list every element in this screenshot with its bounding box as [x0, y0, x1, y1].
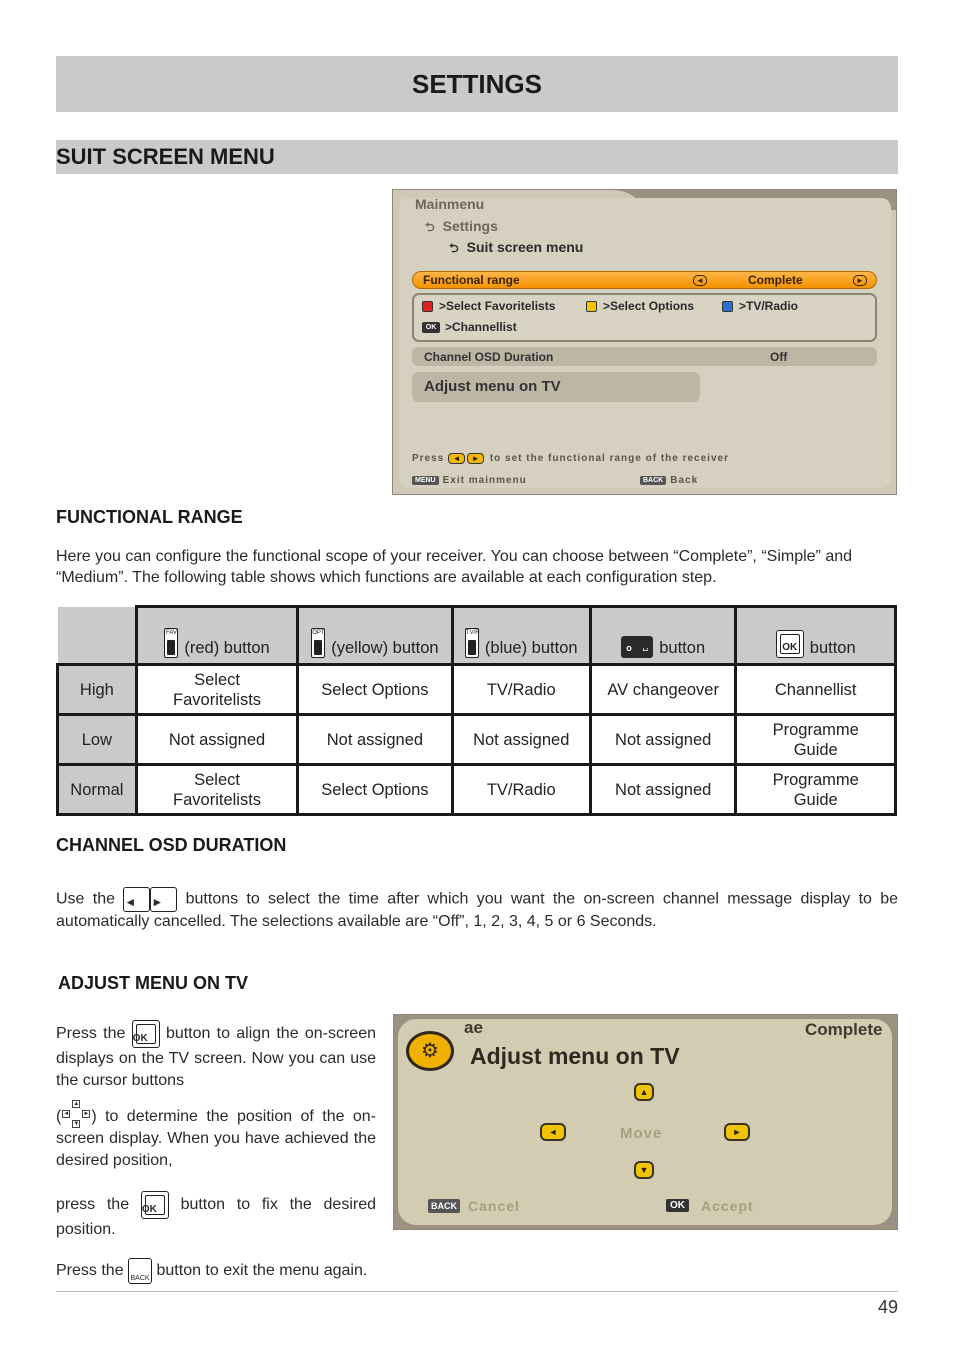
- cursor-keys-icon: ▲ ◄ ► ▼: [63, 1101, 90, 1127]
- tvr-key-icon: TV/R: [465, 628, 479, 658]
- table-cell: Not assigned: [452, 715, 590, 765]
- table-cell: Not assigned: [590, 715, 736, 765]
- table-row: [58, 665, 896, 715]
- right-arrow-icon: ►: [724, 1123, 750, 1141]
- table-cell: Channellist: [736, 665, 896, 715]
- page-title: SETTINGS: [411, 68, 542, 99]
- av-key-icon: o ␣: [621, 636, 653, 658]
- functional-range-text: Here you can configure the functional scope of your receiver. You can choose between “Complete”, “Simple” and “Medium”. The following table shows which functions are available at each configuration step.: [56, 548, 853, 586]
- table-cell: Not assigned: [590, 765, 736, 815]
- right-arrow-key-icon: ►: [150, 887, 177, 912]
- fav-key-icon: FAV: [164, 628, 178, 658]
- table-cell: TV/Radio: [452, 765, 590, 815]
- header-av-button: o ␣ button: [590, 607, 736, 665]
- functional-range-heading: FUNCTIONAL RANGE: [56, 507, 243, 527]
- option-select-options: >Select Options: [603, 299, 695, 313]
- ok-key-icon: OK: [422, 322, 440, 333]
- left-arrow-icon: ◄: [540, 1123, 566, 1141]
- functional-range-label: Functional range: [423, 273, 520, 287]
- header-yellow-button: OPT (yellow) button: [298, 607, 452, 665]
- left-arrow-key-icon: ◄: [123, 887, 150, 912]
- back-key-icon: BACK: [428, 1199, 460, 1213]
- option-channellist: >Channellist: [445, 320, 517, 334]
- turn-arrow-icon: ⮌: [449, 241, 459, 255]
- osd-text: Use the ◄ ► buttons to select the time after which you want the on-screen channel message display to be automatically cancelled. The selections available are “Off”, 1, 2, 3, 4, 5 or 6 Seconds.: [56, 887, 898, 932]
- move-label: Move: [620, 1125, 663, 1142]
- option-tv-radio: >TV/Radio: [739, 299, 799, 313]
- header-ok-button: OK button: [736, 607, 896, 665]
- back-hint: BACK Back: [640, 475, 698, 486]
- table-cell: Select Options: [298, 765, 452, 815]
- table-cell: Select Options: [298, 665, 452, 715]
- row-header: High: [58, 665, 137, 715]
- table-cell: TV/Radio: [452, 665, 590, 715]
- right-arrow-icon: ►: [853, 275, 867, 286]
- right-arrow-icon: ►: [467, 453, 484, 464]
- breadcrumb-settings: ⮌ Settings: [425, 218, 498, 239]
- table-cell: Programme Guide: [736, 715, 896, 765]
- table-corner: [58, 607, 137, 665]
- red-key-icon: [422, 301, 433, 312]
- options-box: [412, 293, 877, 342]
- header-blue-button: TV/R (blue) button: [452, 607, 590, 665]
- row-header: Normal: [58, 765, 137, 815]
- footer-divider: [56, 1291, 898, 1292]
- ok-key-icon: OK: [666, 1199, 689, 1212]
- osd-value: Off: [770, 350, 788, 364]
- adjust-heading: ADJUST MENU ON TV: [58, 973, 249, 993]
- osd-heading: CHANNEL OSD DURATION: [56, 835, 287, 855]
- turn-arrow-icon: ⮌: [425, 220, 435, 234]
- table-row: [58, 765, 896, 815]
- page-number: 49: [877, 1297, 898, 1317]
- osd-label: Channel OSD Duration: [424, 350, 554, 364]
- blue-key-icon: [722, 301, 733, 312]
- breadcrumb-suit-screen: ⮌ Suit screen menu: [449, 239, 583, 260]
- up-arrow-icon: ▲: [634, 1083, 654, 1101]
- table-cell: Select Favoritelists: [136, 765, 297, 815]
- hint-line: Press ◄ ► to set the functional range of the receiver: [412, 453, 729, 465]
- adjust-menu-label: Adjust menu on TV: [424, 378, 561, 395]
- adjust-paragraph-1: Press the OK button to align the on-screen displays on the TV screen. Now you can use the cursor buttons: [56, 1020, 376, 1091]
- suit-screen-menu-screenshot: [392, 189, 897, 495]
- adjust-title: Adjust menu on TV: [470, 1043, 680, 1069]
- cancel-label[interactable]: Cancel: [468, 1198, 520, 1214]
- down-arrow-icon: ▼: [634, 1161, 654, 1179]
- header-red-button: FAV (red) button: [136, 607, 297, 665]
- adjust-menu-screenshot: [393, 1014, 898, 1230]
- ok-key-icon: OK: [132, 1020, 160, 1048]
- back-key-icon: BACK: [128, 1258, 152, 1284]
- adjust-paragraph-4: Press the BACK button to exit the menu again.: [56, 1258, 898, 1284]
- table-cell: Select Favoritelists: [136, 665, 297, 715]
- ok-key-icon: OK: [776, 630, 804, 658]
- back-key-icon: BACK: [640, 476, 666, 485]
- table-header-row: [58, 607, 896, 665]
- gears-icon: ⚙: [406, 1031, 454, 1071]
- exit-hint: MENU Exit mainmenu: [412, 475, 527, 486]
- table-cell: AV changeover: [590, 665, 736, 715]
- yellow-key-icon: [586, 301, 597, 312]
- adjust-menu-button[interactable]: [412, 372, 700, 402]
- table-cell: Programme Guide: [736, 765, 896, 815]
- functional-range-row[interactable]: [412, 271, 877, 289]
- opt-key-icon: OPT: [311, 628, 325, 658]
- menu-key-icon: MENU: [412, 476, 439, 485]
- table-row: [58, 715, 896, 765]
- breadcrumb-mainmenu: Mainmenu: [415, 196, 485, 212]
- left-arrow-icon: ◄: [448, 453, 465, 464]
- section-title-bar: [56, 140, 898, 174]
- partial-title: ae: [464, 1018, 483, 1037]
- row-header: Low: [58, 715, 137, 765]
- channel-osd-duration-row[interactable]: [412, 347, 877, 366]
- section-title: SUIT SCREEN MENU: [56, 144, 275, 169]
- left-arrow-icon: ◄: [693, 275, 707, 286]
- adjust-paragraph-3: press the OK button to fix the desired position.: [56, 1191, 376, 1241]
- ok-key-icon: OK: [141, 1191, 169, 1219]
- accept-label[interactable]: Accept: [701, 1198, 754, 1214]
- page-title-banner: [56, 56, 898, 112]
- functional-range-table: [56, 605, 897, 816]
- table-cell: Not assigned: [136, 715, 297, 765]
- table-cell: Not assigned: [298, 715, 452, 765]
- adjust-paragraph-2: ( ▲ ◄ ► ▼ ) to determine the position of the on-screen display. When you have achieved the desired position,: [56, 1101, 377, 1169]
- range-value: Complete: [805, 1020, 883, 1039]
- option-select-favoritelists: >Select Favoritelists: [439, 299, 556, 313]
- functional-range-value: Complete: [748, 273, 803, 287]
